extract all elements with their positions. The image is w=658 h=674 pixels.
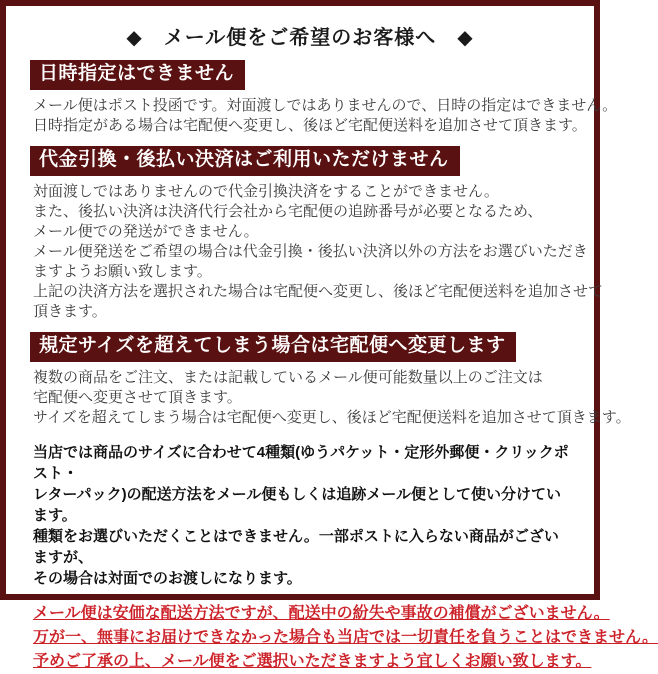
section-heading-no-cod: 代金引換・後払い決済はご利用いただけません bbox=[30, 146, 460, 176]
section-body-no-cod bbox=[33, 182, 604, 322]
body-line: また、後払い決済は決済代行会社から宅配便の追跡番号が必要となるため、 bbox=[33, 202, 543, 220]
section-body-size-limit bbox=[33, 368, 631, 428]
warning-line: メール便は安価な配送方法ですが、配送中の紛失や事故の補償がございません。 bbox=[33, 604, 610, 622]
section-size-limit bbox=[30, 332, 631, 428]
body-line: 複数の商品をご注文、または記載しているメール便可能数量以上のご注文は bbox=[33, 368, 543, 386]
notice-line: その場合は対面でのお渡しになります。 bbox=[33, 569, 302, 587]
body-line: メール便はポスト投函です。対面渡しではありませんので、日時の指定はできません。 bbox=[33, 96, 618, 114]
warning-line: 予めご了承の上、メール便をご選択いただきますよう宜しくお願い致します。 bbox=[33, 652, 592, 670]
body-line: メール便での発送ができません。 bbox=[33, 222, 259, 240]
body-line: 頂きます。 bbox=[33, 302, 107, 320]
notice-line: レターパック)の配送方法をメール便もしくは追跡メール便として使い分けています。 bbox=[33, 485, 562, 524]
body-line: 上記の決済方法を選択された場合は宅配便へ変更し、後ほど宅配便送料を追加させて bbox=[33, 282, 604, 300]
section-heading-size-limit: 規定サイズを超えてしまう場合は宅配便へ変更します bbox=[30, 332, 516, 362]
section-body-no-datetime bbox=[33, 96, 618, 136]
body-line: 日時指定がある場合は宅配便へ変更し、後ほど宅配便送料を追加させて頂きます。 bbox=[33, 116, 587, 134]
body-line: メール便発送をご希望の場合は代金引換・後払い決済以外の方法をお選びいただき bbox=[33, 242, 588, 260]
warning-line: 万が一、無事にお届けできなかった場合も当店では一切責任を負うことはできません。 bbox=[33, 628, 658, 646]
section-no-cod bbox=[30, 146, 604, 322]
shipping-methods-notice bbox=[33, 442, 570, 589]
body-line: ますようお願い致します。 bbox=[33, 262, 212, 280]
page-title: ◆ メール便をご希望のお客様へ ◆ bbox=[126, 27, 474, 49]
body-line: 対面渡しではありませんので代金引換決済をすることができません。 bbox=[33, 182, 499, 200]
section-no-datetime bbox=[30, 60, 618, 136]
notice-line: 種類をお選びいただくことはできません。一部ポストに入らない商品がございますが、 bbox=[33, 527, 559, 566]
section-heading-no-datetime: 日時指定はできません bbox=[30, 60, 245, 90]
notice-line: 当店では商品のサイズに合わせて4種類(ゆうパケット・定形外郵便・クリックポスト・ bbox=[33, 443, 569, 482]
body-line: 宅配便へ変更させて頂きます。 bbox=[33, 388, 242, 406]
body-line: サイズを超えてしまう場合は宅配便へ変更し、後ほど宅配便送料を追加させて頂きます。 bbox=[33, 408, 631, 426]
no-compensation-warning bbox=[33, 602, 658, 674]
